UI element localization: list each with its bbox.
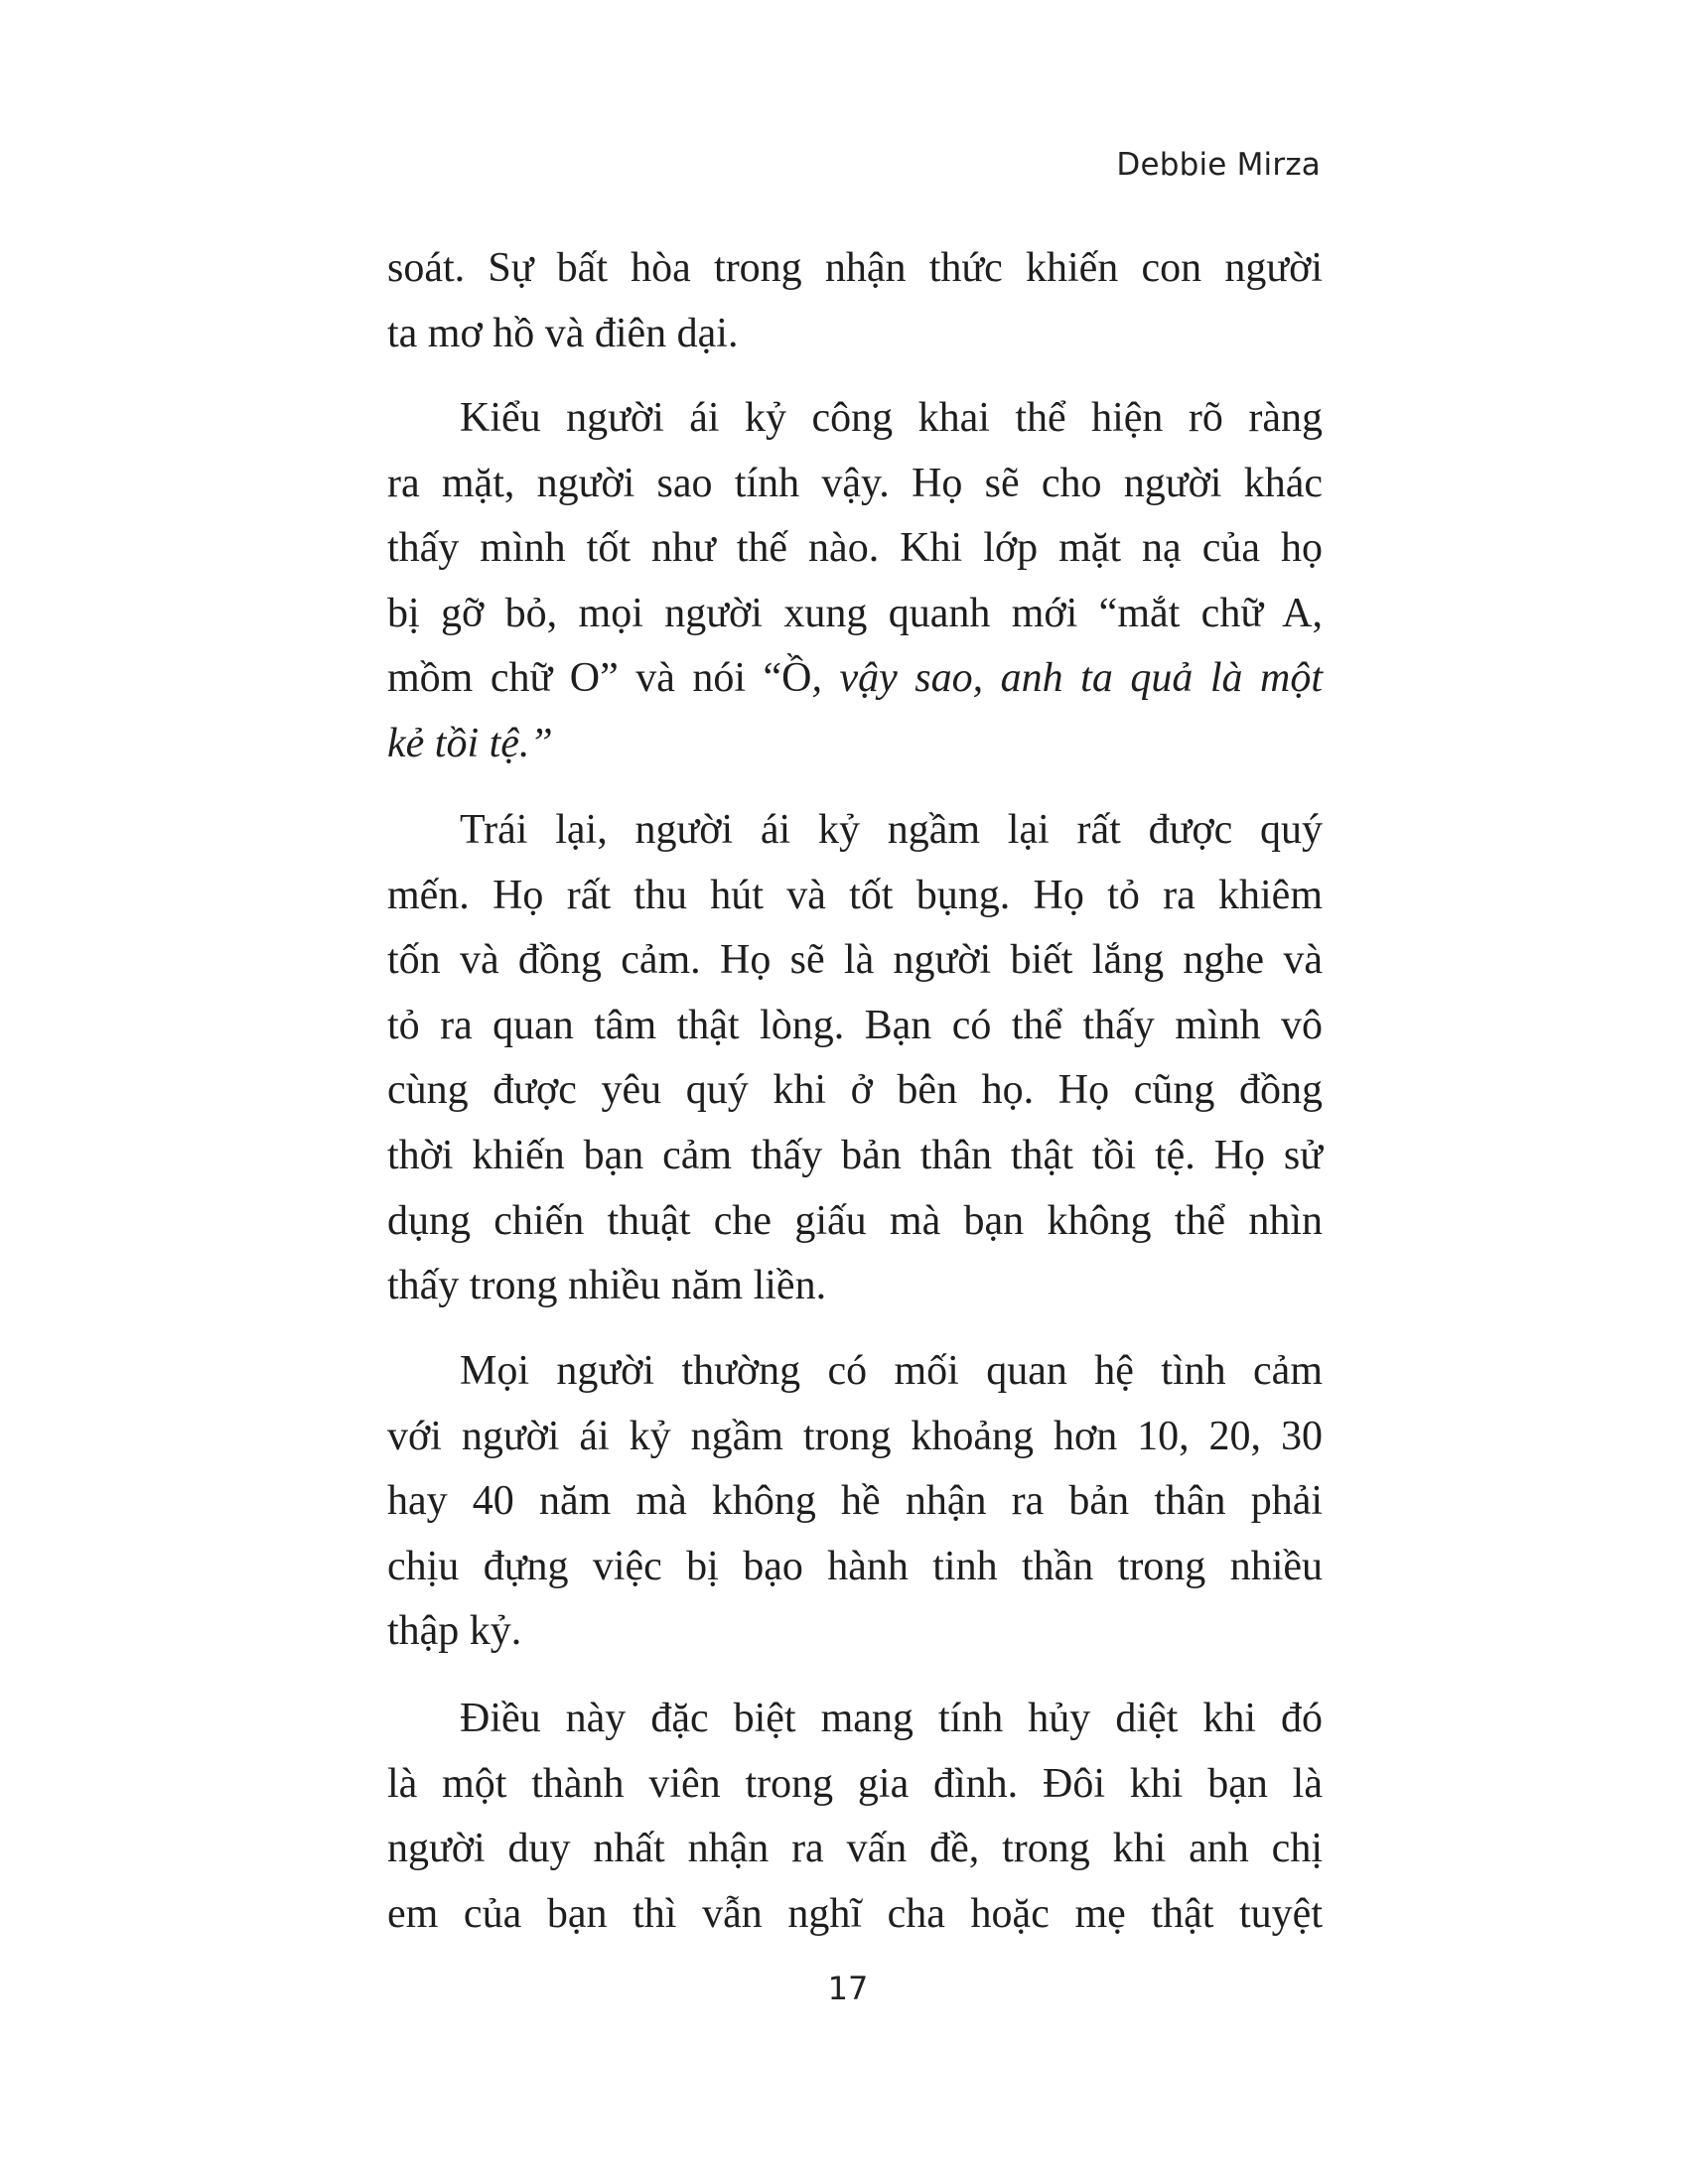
text-line: tỏ ra quan tâm thật lòng. Bạn có thể thấy mình vô — [387, 1002, 1323, 1048]
text-line: mến. Họ rất thu hút và tốt bụng. Họ tỏ ra khiêm — [387, 872, 1323, 918]
text-line: cùng được yêu quý khi ở bên họ. Họ cũng đồng — [387, 1067, 1323, 1114]
paragraph-3 — [387, 798, 1323, 1319]
text-line: ta mơ hồ và điên dại. — [387, 310, 739, 356]
text-line: thấy trong nhiều năm liền. — [387, 1263, 827, 1309]
text-line: thập kỷ. — [387, 1608, 522, 1655]
page-number: 17 — [827, 1970, 869, 2007]
text-line: Mọi người thường có mối quan hệ tình cảm — [460, 1348, 1323, 1394]
text-line: thấy mình tốt như thế nào. Khi lớp mặt nạ của họ — [387, 525, 1323, 572]
text-line: Trái lại, người ái kỷ ngầm lại rất được quý — [460, 807, 1323, 853]
text-line: bị gỡ bỏ, mọi người xung quanh mới “mắt chữ A, — [387, 590, 1323, 636]
text-line: soát. Sự bất hòa trong nhận thức khiến con người — [387, 245, 1323, 291]
text-line: hay 40 năm mà không hề nhận ra bản thân phải — [387, 1478, 1323, 1525]
text-line: chịu đựng việc bị bạo hành tinh thần trong nhiều — [387, 1543, 1323, 1589]
text-line: ra mặt, người sao tính vậy. Họ sẽ cho người khác — [387, 460, 1323, 506]
quote-italic: , vậy sao, anh ta quả là một — [811, 655, 1323, 702]
text-line: dụng chiến thuật che giấu mà bạn không thể nhìn — [387, 1197, 1323, 1244]
text-line-mixed — [387, 646, 1323, 712]
paragraph-5 — [387, 1687, 1323, 1947]
text-line: người duy nhất nhận ra vấn đề, trong khi anh chị — [387, 1826, 1323, 1872]
paragraph-4 — [387, 1339, 1323, 1665]
text-line: là một thành viên trong gia đình. Đôi khi bạn là — [387, 1760, 1323, 1807]
paragraph-2 — [387, 386, 1323, 777]
text-line: Điều này đặc biệt mang tính hủy diệt khi đó — [460, 1696, 1323, 1741]
text-line: tốn và đồng cảm. Họ sẽ là người biết lắng nghe và — [387, 937, 1323, 984]
paragraph-1 — [387, 236, 1323, 366]
text-line-italic: kẻ tồi tệ.” — [387, 720, 553, 766]
running-header-author: Debbie Mirza — [1116, 147, 1321, 183]
text-line: thời khiến bạn cảm thấy bản thân thật tồi tệ. Họ sử — [387, 1132, 1323, 1178]
text-line: với người ái kỷ ngầm trong khoảng hơn 10, 20, 30 — [387, 1413, 1323, 1459]
text-line: Kiểu người ái kỷ công khai thể hiện rõ ràng — [460, 395, 1323, 441]
quote-roman: mồm chữ O” và nói “Ồ — [387, 655, 812, 702]
text-line: em của bạn thì vẫn nghĩ cha hoặc mẹ thật tuyệt — [387, 1890, 1323, 1937]
